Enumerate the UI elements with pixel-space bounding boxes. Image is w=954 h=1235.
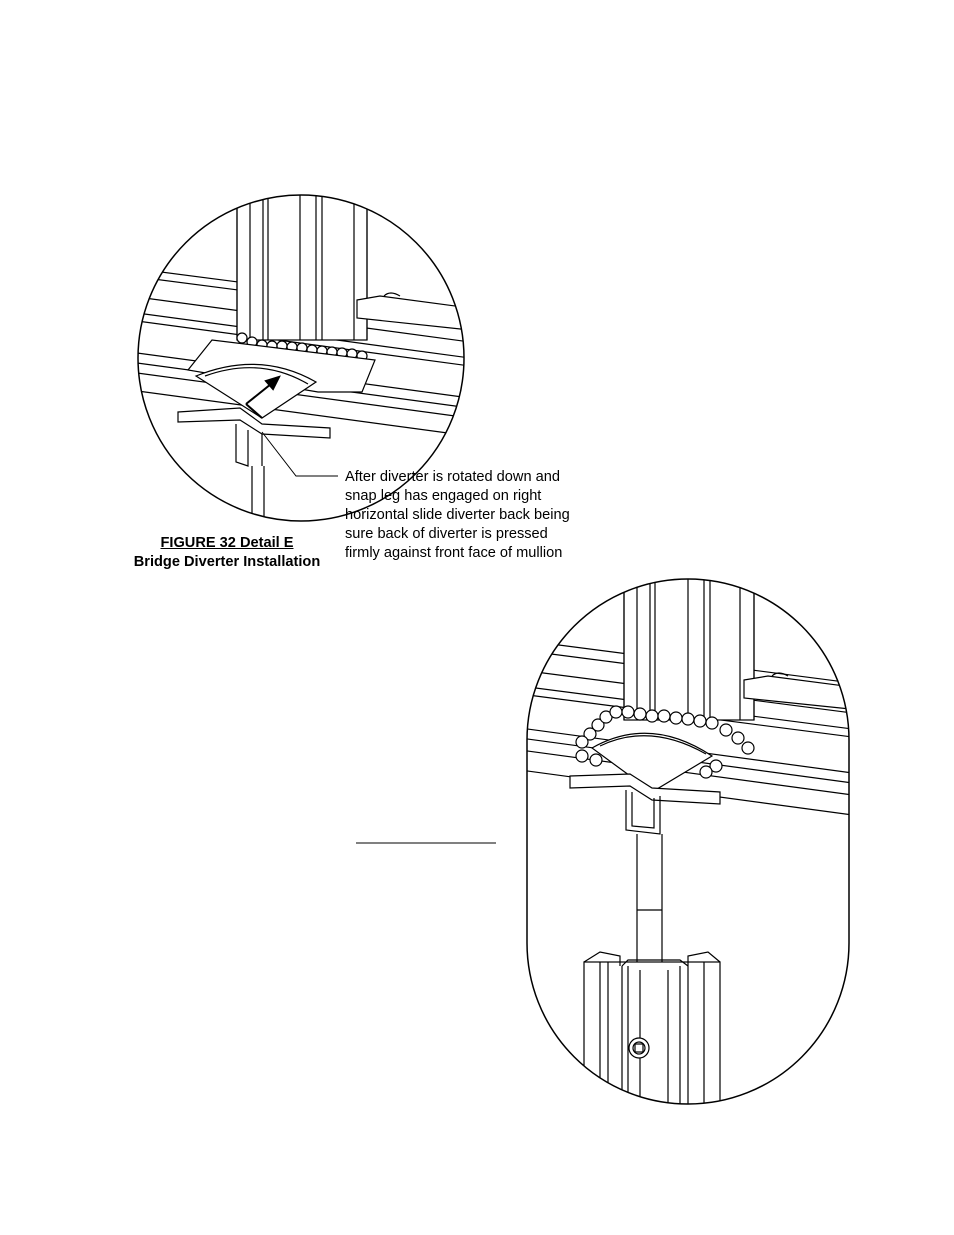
callout-line: firmly against front face of mullion	[345, 545, 563, 561]
bolt-icon	[629, 1038, 649, 1058]
lower-mullion-cover	[584, 952, 720, 1112]
figure-subtitle: Bridge Diverter Installation	[133, 554, 321, 570]
callout-line: snap leg has engaged on right	[345, 488, 542, 504]
vertical-mullion	[624, 570, 754, 720]
figure-title: FIGURE 32 Detail E	[160, 535, 294, 551]
assembled-detail	[520, 570, 860, 1112]
callout-line: horizontal slide diverter back being	[345, 507, 570, 523]
callout-line: After diverter is rotated down and	[345, 469, 560, 485]
leader-line	[262, 432, 338, 476]
vertical-mullion	[237, 180, 367, 340]
figure-caption	[118, 534, 336, 572]
callout-line: sure back of diverter is pressed	[345, 526, 548, 542]
callout-text	[345, 468, 605, 563]
